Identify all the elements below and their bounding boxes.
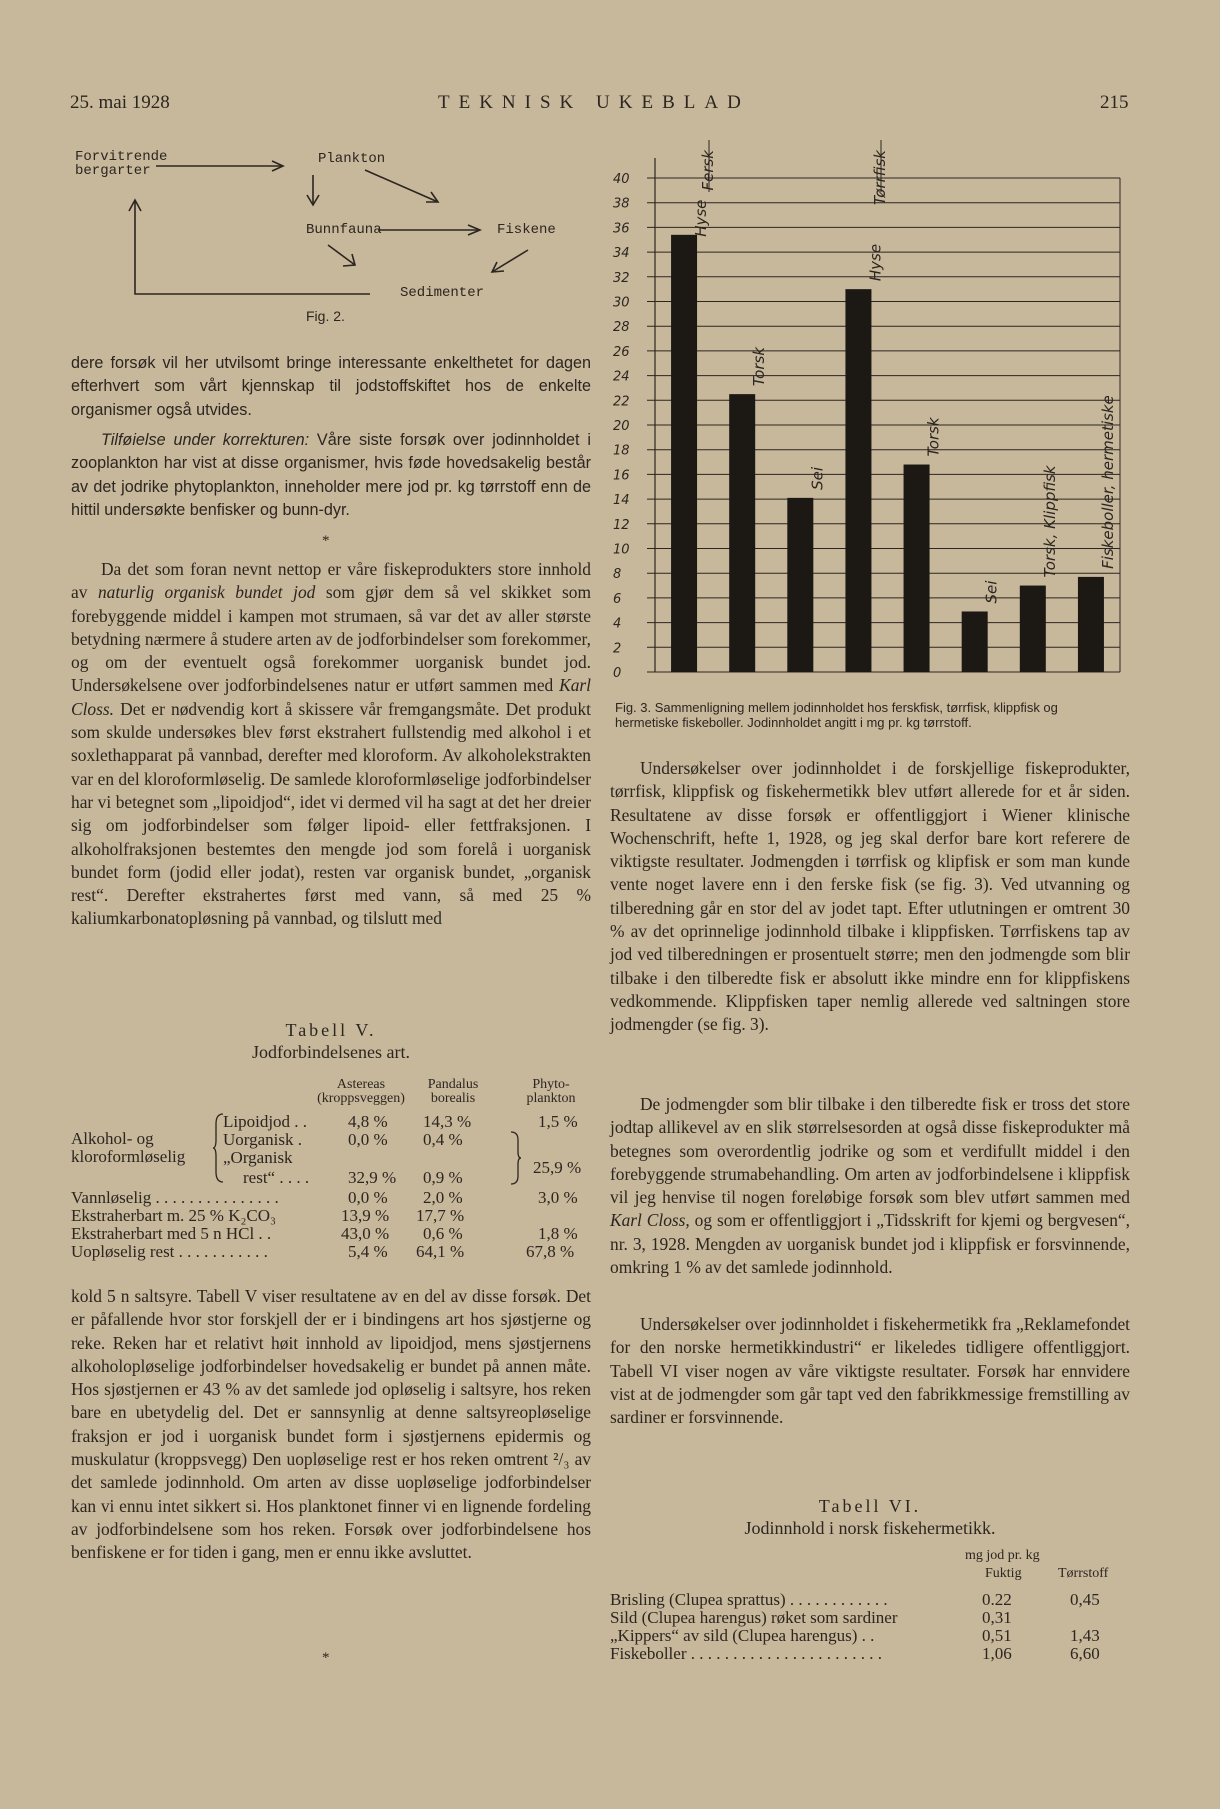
- column-header-text: plankton: [526, 1091, 576, 1106]
- column-header-text: (kroppsveggen): [317, 1091, 405, 1106]
- right-paragraph-2: [610, 1093, 1130, 1279]
- cell-torrstoff: 6,60: [1070, 1644, 1100, 1663]
- emphasis-text: naturlig organisk bundet jod: [97, 582, 316, 603]
- bar: [962, 611, 988, 672]
- table-row: [223, 1148, 591, 1177]
- cell-astereas: 5,4 %: [348, 1242, 388, 1261]
- y-tick-label: 22: [613, 394, 630, 410]
- row-label: Uorganisk .: [223, 1130, 303, 1149]
- group-label: Fersk: [699, 150, 717, 191]
- chart-bars: [671, 235, 1104, 672]
- bar: [671, 235, 697, 672]
- table6-col-fuktig: Fuktig: [985, 1566, 1022, 1581]
- cell-phytoplankton: 67,8 %: [526, 1242, 575, 1261]
- row-label: Ekstraherbart med 5 n HCl . .: [71, 1224, 272, 1243]
- bar: [845, 289, 871, 672]
- row-label: Sild (Clupea harengus) røket som sardiner: [610, 1608, 898, 1627]
- cell-astereas: 0,0 %: [348, 1130, 388, 1149]
- fig2-node-sedimenter: Sedimenter: [400, 285, 485, 301]
- cell-fuktig: 0,51: [982, 1626, 1012, 1645]
- left-paragraph-4: kold 5 n saltsyre. Tabell V viser resultatene av en del av disse forsøk. Det er påfallende hvor stor forskjell der er i bindingens art hos sjøstjerne og reke. Reken har et relativt høit innhold av lipoidjod, mens sjøstjernens alkoholopløselige jodforbindelser hovedsakelig er bundet på annen måte. Hos sjøstjernen er 43 % av det samlede jod opløselig i saltsyre, hos reken bare en ubetydelig del. Det er sannsynlig at denne saltsyreopløselige fraksjon er jod i uorganisk bundet form i sjøstjernens epidermis og muskulatur (kroppsvegg) Den uopløselige rest er hos reken omtrent ²/₃ av det samlede jodinnhold. Om arten av disse uopløselige jodforbindelser kan vi ennu intet sikkert si. Hos planktonet finner vi en lignende fordeling av jodforbindelsene som hos reken. Forsøk over jodforbindelsene hos benfiskene er for tiden i gang, men er ennu ikke avsluttet.: [71, 1286, 591, 1563]
- bar: [787, 498, 813, 672]
- row-label: Fiskeboller . . . . . . . . . . . . . . . . . . . . . . .: [610, 1644, 882, 1663]
- fig2-node-plankton: Plankton: [318, 151, 386, 167]
- person-name: Karl Closs,: [610, 1210, 690, 1231]
- cell-pandalus: 0,4 %: [423, 1130, 463, 1149]
- bar-label: Sei: [808, 466, 827, 490]
- table-row: [223, 1112, 591, 1130]
- table5-group-label: [71, 1130, 185, 1166]
- cell-fuktig: 1,06: [982, 1644, 1012, 1663]
- table5-subtitle: Jodforbindelsenes art.: [252, 1042, 410, 1062]
- fig2-diagram: [60, 140, 590, 310]
- table6-title: Tabell VI.: [818, 1496, 922, 1516]
- left-paragraph-2: [71, 429, 591, 522]
- fig2-caption: Fig. 2.: [306, 308, 345, 324]
- section-separator: *: [322, 533, 330, 549]
- bar: [1020, 586, 1046, 672]
- y-tick-label: 8: [613, 567, 622, 583]
- bar-label: Fiskeboller, hermetiske: [1098, 395, 1117, 569]
- row-label: „Kippers“ av sild (Clupea harengus) . .: [610, 1626, 875, 1645]
- table6-unit: mg jod pr. kg: [965, 1548, 1040, 1563]
- y-tick-label: 30: [613, 295, 630, 311]
- text-run: og som er offentliggjort i „Tidsskrift for kjemi og bergvesen“, nr. 3, 1928. Mengden av uorganisk bundet jod i klippfisk er forsvinnende, omkring 1 % av det samlede jodinnhold.: [610, 1210, 1130, 1278]
- table5-col-astereas: [311, 1078, 411, 1106]
- section-separator: *: [322, 1650, 330, 1666]
- column-header-text: Phyto-: [532, 1077, 570, 1092]
- table5-col-phytoplankton: [511, 1078, 591, 1106]
- y-tick-label: 24: [613, 369, 630, 385]
- fig2-node-fiskene: Fiskene: [497, 222, 556, 238]
- table5-title: Tabell V.: [285, 1020, 377, 1040]
- y-tick-label: 36: [613, 221, 630, 237]
- addendum-lead: Tilføielse under korrekturen:: [101, 431, 310, 449]
- column-header-text: Astereas: [336, 1077, 386, 1092]
- y-tick-label: 12: [613, 517, 630, 533]
- table-row: [71, 1224, 591, 1242]
- text-run: De jodmengder som blir tilbake i den tilberedte fisk er tross det store jodtap allikevel av en slik størrelsesorden at også disse fiskeprodukter må betegnes som overordentlig jodrike og som et verdifullt middel i den forebyggende strumabehandling. Om arten av jodforbindelsene i klippfisk vil jeg henvise til nogen foreløbige forsøk som blev utført sammen med: [610, 1094, 1130, 1208]
- group-label: Tørrfisk: [871, 150, 889, 206]
- cell-pandalus: 64,1 %: [416, 1242, 465, 1261]
- person-name: Karl Closs.: [71, 675, 591, 719]
- cell-fuktig: 0,31: [982, 1608, 1012, 1627]
- y-tick-label: 20: [613, 419, 630, 434]
- table-row: [610, 1590, 1130, 1608]
- y-tick-label: 32: [613, 270, 630, 286]
- row-label: Lipoidjod . .: [223, 1112, 308, 1131]
- fig2-node-text: Forvitrende: [75, 149, 168, 165]
- row-label: Ekstraherbart m. 25 % K₂CO₃: [71, 1206, 276, 1225]
- right-paragraph-1: Undersøkelser over jodinnholdet i de forskjellige fiskeprodukter, tørrfisk, klippfisk og fiskehermetikk blev utført allerede for et år siden. Resultatene av disse forsøk er offentliggjort i Wiener klinische Wochenschrift, hefte 1, 1928, og jeg skal derfor bare kort referere de viktigste resultater. Jodmengden i tørrfisk og klipfisk er som man kunde vente noget lavere enn i den ferske fisk (se fig. 3). Ved utvanning og tilberedning går en stor del av jodet tapt. Efter utlutningen er omtrent 30 % av det oprinnelige jodinnhold tilbake i klippfisken. Tørrfiskens tap av jod ved tilberedningen er prosentuelt større; men den jodmengde som blir tilbake i den tilberedte fisk er absolutt ikke mindre enn for klippfiskens vedkommende. Klippfisken taper nemlig allerede ved saltningen store jodmengder (se fig. 3).: [610, 758, 1130, 1035]
- cell-pandalus: 0,9 %: [423, 1168, 463, 1187]
- y-tick-label: 6: [613, 591, 622, 607]
- text-run: Da det som foran nevnt nettop er våre fiskeprodukters store innhold av: [71, 559, 591, 603]
- row-label: rest“ . . . .: [243, 1168, 310, 1187]
- cell-pandalus: 0,6 %: [423, 1224, 463, 1243]
- y-tick-label: 4: [613, 616, 622, 632]
- table6-col-torrstoff: Tørrstoff: [1058, 1566, 1109, 1581]
- y-tick-label: 0: [613, 666, 622, 681]
- column-header-text: Pandalus: [427, 1077, 479, 1092]
- right-paragraph-3: Undersøkelser over jodinnholdet i fiskehermetikk fra „Reklamefondet for den norske hermetikkindustri“ er likeledes tidligere offentliggjort. Tabell VI viser nogen av våre viktigste resultater. Forsøk har ennvidere vist at de jodmengder som går tapt ved den fabrikkmessige fremstilling av sardiner er forsvinnende.: [610, 1314, 1130, 1428]
- group-label-text: Alkohol- og: [71, 1129, 154, 1148]
- cell-pandalus: 2,0 %: [423, 1188, 463, 1207]
- cell-phytoplankton: 1,8 %: [538, 1224, 578, 1243]
- addendum-text: Våre siste forsøk over jodinnholdet i zooplankton har vist at disse organismer, hvis føde hovedsakelig består av det jodrike phytoplankton, inneholder mere jod pr. kg tørrstoff enn de hittil undersøkte benfisker og bunn-dyr.: [71, 431, 591, 519]
- fig3-caption: Fig. 3. Sammenligning mellem jodinnholdet hos ferskfisk, tørrfisk, klippfisk og hermetiske fiskeboller. Jodinnholdet angitt i mg pr. kg tørrstoff.: [615, 700, 1058, 730]
- header-date: 25. mai 1928: [70, 92, 170, 113]
- cell-astereas: 32,9 %: [348, 1168, 397, 1187]
- y-tick-label: 26: [613, 344, 630, 360]
- cell-astereas: 43,0 %: [341, 1224, 390, 1243]
- group-label-text: kloroformløselig: [71, 1147, 186, 1166]
- table-row: [71, 1206, 591, 1224]
- y-tick-label: 16: [613, 468, 630, 484]
- cell-torrstoff: 0,45: [1070, 1590, 1100, 1609]
- table-row: [610, 1626, 1130, 1644]
- bar-label: Torsk, Klippfisk: [1040, 465, 1059, 578]
- y-tick-label: 34: [613, 246, 630, 262]
- fig2-node-bergarter: [75, 150, 167, 178]
- table5: [71, 1074, 591, 1270]
- bar-label: Hyse: [692, 199, 711, 237]
- y-tick-label: 18: [613, 443, 630, 459]
- y-tick-label: 14: [613, 493, 630, 509]
- cell-phytoplankton: 25,9 %: [533, 1158, 582, 1177]
- cell-phytoplankton: 1,5 %: [538, 1112, 578, 1131]
- fig2-node-text: bergarter: [75, 163, 151, 179]
- bar-label: Torsk: [924, 417, 943, 457]
- bar: [1078, 577, 1104, 672]
- table-row: [71, 1242, 591, 1260]
- column-header-text: borealis: [430, 1091, 476, 1106]
- bar: [729, 394, 755, 672]
- table-row: [223, 1168, 591, 1186]
- y-tick-label: 40: [613, 172, 630, 187]
- bar-label: Hyse: [866, 243, 885, 282]
- fig2-node-bunnfauna: Bunnfauna: [306, 222, 382, 238]
- cell-phytoplankton: 3,0 %: [538, 1188, 578, 1207]
- y-tick-label: 28: [613, 320, 630, 336]
- row-label: Vannløselig . . . . . . . . . . . . . . .: [71, 1188, 279, 1207]
- row-label: „Organisk: [223, 1148, 293, 1167]
- table-row: [71, 1188, 591, 1206]
- table-row: [223, 1130, 591, 1148]
- chart-y-ticks: [613, 172, 630, 681]
- text-run: som gjør dem så vel skikket som forebyggende middel i kampen mot strumaen, så var det av aller største betydning nærmere å studere arten av de jodforbindelser som forekommer, og om der eventuelt også forekommer uorganisk bundet jod. Undersøkelsene over jodforbindelsenes natur er utført sammen med: [71, 582, 591, 696]
- header-page-number: 215: [1100, 92, 1129, 113]
- y-tick-label: 38: [613, 196, 630, 212]
- cell-astereas: 13,9 %: [341, 1206, 390, 1225]
- chart-grid: [647, 158, 1120, 672]
- table-row: [610, 1644, 1130, 1662]
- chart-group-labels: [699, 140, 889, 205]
- cell-torrstoff: 1,43: [1070, 1626, 1100, 1645]
- cell-astereas: 4,8 %: [348, 1112, 388, 1131]
- fig3-bar-chart: [605, 140, 1125, 700]
- bar: [904, 465, 930, 672]
- table-row: [610, 1608, 1130, 1626]
- bar-label: Sei: [982, 580, 1001, 604]
- y-tick-label: 10: [613, 542, 630, 558]
- table6-subtitle: Jodinnhold i norsk fiskehermetikk.: [744, 1518, 996, 1538]
- y-tick-label: 2: [613, 641, 622, 657]
- row-label: Brisling (Clupea sprattus) . . . . . . . . . . . .: [610, 1590, 888, 1609]
- cell-fuktig: 0.22: [982, 1590, 1012, 1609]
- row-label: Uopløselig rest . . . . . . . . . . .: [71, 1242, 268, 1261]
- left-paragraph-1: dere forsøk vil her utvilsomt bringe interessante enkelthetet for dagen efterhvert som vårt kjennskap til jodstoffskiftet hos de enkelte organismer også utvides.: [71, 354, 591, 419]
- text-run: Det er nødvendig kort å skissere vår fremgangsmåte. Det produkt som skulde undersøkes blev først ekstrahert fullstendig med alkohol i et soxlethapparat på vannbad, derefter med kloroform. Av alkoholekstrakten var en del kloroformløselig. De samlede kloroformløselige jodforbindelser har vi betegnet som „lipoidjod“, idet vi dermed vil ha sagt at det her dreier sig om jodforbindelser som følger lipoid- eller fettfraksjonen. I alkoholfraksjonen bestemtes den mengde jod som forelå i uorganisk bundet form (jodid eller jodat), resten var organisk bundet, „organisk rest“. Derefter ekstrahertes først med vann, så med 25 % kaliumkarbonatopløsning på vannbad, og tilslutt med: [71, 698, 591, 929]
- cell-astereas: 0,0 %: [348, 1188, 388, 1207]
- header-journal: TEKNISK UKEBLAD: [438, 92, 750, 113]
- table5-col-pandalus: [413, 1078, 493, 1106]
- left-paragraph-3: [71, 558, 591, 931]
- bar-label: Torsk: [750, 346, 769, 387]
- cell-pandalus: 14,3 %: [423, 1112, 472, 1131]
- cell-pandalus: 17,7 %: [416, 1206, 465, 1225]
